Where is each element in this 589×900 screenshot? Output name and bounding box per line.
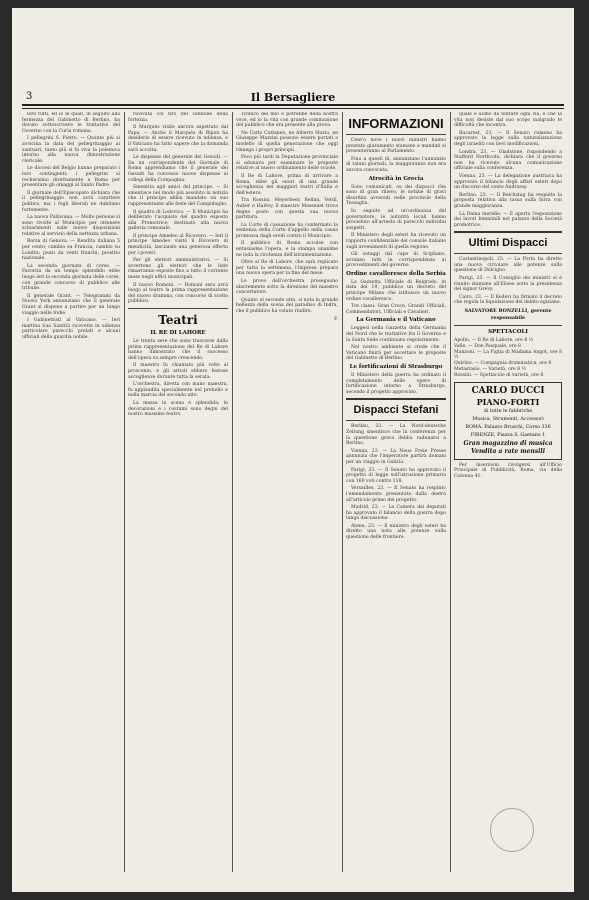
article-paragraph: Il Ministero della guerra ha ordinato il completamento delle opere di fortificazione intorno a Strasburgo, secondo il progetto approvato. xyxy=(346,373,446,395)
dispatch-item: Vienna, 23. — La Neue Freie Presse annunzia che l'imperatore partirà domani per un viaggio in Galizia. xyxy=(346,448,446,465)
article-paragraph: Il Re di Lahore, prima di arrivare a Roma, ebbe gli onori di una grande accoglienza nei maggiori teatri d'Italia e dell'estero. xyxy=(236,173,338,196)
spettacoli-list xyxy=(454,338,562,379)
header-rule-thin xyxy=(22,108,564,109)
article-paragraph: Il nuovo Romeni. — Domani sera avrà luogo al teatro la prima rappresentazione del nuovo dramma, con concorso di scelto pubblico. xyxy=(128,282,228,305)
article-paragraph: La messa in scena è splendida; le decorazioni e i costumi sono degni del nostro massimo teatro. xyxy=(128,400,228,418)
column-4 xyxy=(346,112,446,872)
article-paragraph: La seconda giornata di corse. — Favorita da un tempo splendido ebbe luogo ieri la seconda giornata delle corse, con grande concorso di pubblico alle tribune. xyxy=(22,263,120,292)
dispatch-item: Costantinopoli, 23. — La Porta ha diretto una nuova circolare alle potenze sulla questione di Dulcigno. xyxy=(454,257,562,274)
section-rule xyxy=(346,134,446,135)
dispatch-item: Cairo, 23. — Il Kedevi ha firmato il decreto che regola la liquidazione del debito egiziano. xyxy=(454,294,562,306)
page-number-left: 3 xyxy=(26,91,33,102)
informazioni-heading: INFORMAZIONI xyxy=(348,116,444,131)
newspaper-page xyxy=(12,8,574,892)
column-3 xyxy=(236,112,338,872)
ad-line: Musica, Strumenti, Accessori xyxy=(472,416,544,422)
article-paragraph: La nuova Pallavana. — Molte persone si sono rivolte al Municipio per ottenere schiarimenti sulle nuove disposizioni relative al servizio della nettezza urbana. xyxy=(22,215,120,237)
article-paragraph: Fino a questi dì, annunziano l'annunzio di taluni giornali, la maggioranza non era ancora convocata. xyxy=(346,156,446,173)
dispatch-item: Parigi, 23. — Il Senato ha approvato il progetto di legge sull'istruzione primaria con 160 voti contro 118. xyxy=(346,467,446,484)
teatri-heading: Teatri xyxy=(158,313,198,327)
article-paragraph: La Dama meridie. — È aperta l'esposizione dei lavori femminili nel palazzo della Società promotrice. xyxy=(454,211,562,228)
list-item: Valle. — Don Pasquale, ore 8 xyxy=(454,343,521,349)
masthead-title: Il Bersagliere xyxy=(250,91,336,104)
article-paragraph: quale è uomo da tentare ogni via, e che la vita non desiste dal suo scopo malgrado le difficoltà che incontra. xyxy=(454,112,562,129)
article-paragraph: Bucarest, 23. — Il Senato rumeno ha approvato la legge sulla naturalizzazione degli israeliti con lievi modificazioni. xyxy=(454,130,562,147)
article-paragraph: Il quadro di Lodovico. — Il Municipio ha deliberato l'acquisto del quadro esposto alla Promotrice, destinato alla nuova galleria comunale. xyxy=(128,209,228,232)
section-rule xyxy=(346,398,446,400)
article-paragraph: Il maestro fu chiamato più volte al proscenio, e gli artisti ebbero festose accoglienze durante tutta la serata. xyxy=(128,363,228,380)
dispatch-item: Versailles, 23. — Il Senato ha respinto l'emendamento presentato dalla destra all'articolo primo del progetto. xyxy=(346,486,446,503)
article-paragraph: Il Marquès visite ancora aspettato dal Papa. — Anche il Marquès di Ripon ha desiderio di essere ricevuto in udienza, e il Vaticano ha fatto sapere che la domanda sarà accolta. xyxy=(128,125,228,153)
column-divider xyxy=(342,112,343,872)
article-paragraph: Nel nostro ambiente si crede che il Vaticano finirà per accettare le proposte del Gabinetto di Berlino. xyxy=(346,345,446,362)
article-paragraph: Il giornale dell'Episcopato dichiara che il pellegrinaggio non avrà carattere politico, ma i fogli liberali ne dubitano fortemente. xyxy=(22,190,120,213)
dispatch-item: Berlino, 23. — La Nord-deutsche Zeitung smentisce che la conferenza per la questione greca debba radunarsi a Berlino. xyxy=(346,424,446,447)
article-paragraph: Sono comunicati, su dei dispacci che sono di gran rilievo, le notizie di gravi disordini avvenuti nelle provincie della Tessaglia. xyxy=(346,184,446,207)
article-signature: F. xyxy=(334,316,338,322)
article-subheading: Ordine cavalleresco della Serbia xyxy=(346,270,446,277)
article-paragraph: Quanto al secondo atto, si nota la grande bellezza della scena del paradiso di Indra, che il pubblico ha voluto riudire. xyxy=(236,297,338,314)
article-paragraph: Oltre al Re di Lahore, che sarà replicato per tutta la settimana, l'impresa prepara una nuova opera per la fine del mese. xyxy=(236,260,338,277)
article-paragraph: In seguito ad un'ordinanza del governatore, le autorità locali hanno proceduto all'arresto di parecchi individui sospetti. xyxy=(346,208,446,231)
advertisement-box xyxy=(454,382,562,460)
ad-line: FIRENZE, Piazza S. Gaetano 1 xyxy=(470,432,546,438)
header-rule xyxy=(22,104,564,106)
teatri-subheading: IL RE DI LAHORE xyxy=(150,330,206,336)
article-paragraph: Tronico del mio e potrebbe della nostra voce, ed io la vita con grande commozione del pubblico che era presente alla prova. xyxy=(236,112,338,129)
article-paragraph: I pellegrini S. Pietro. — Quanto più si avvicina la data del pellegrinaggio ai santuari, tanto più si fa viva la polemica intorno alla nuova dimostrazione clericale. xyxy=(22,136,120,164)
article-paragraph: Per gli elettori amministrativi. — Si avvertono gli elettori che le liste rimarranno esposte fino a tutto il corrente mese negli uffici municipali. xyxy=(128,258,228,281)
library-stamp xyxy=(490,808,534,852)
article-paragraph: Le prove dell'orchestra proseguono alacremente sotto la direzione del maestro concertatore. xyxy=(236,279,338,296)
column-divider xyxy=(232,112,233,872)
article-paragraph: Il pubblico di Roma accolse con entusiasmo l'opera, e la stampa unanime ne loda la ricchezza dell'istrumentazione. xyxy=(236,241,338,258)
footer-notice: Per inserzioni rivolgersi all'Ufficio Principale di Pubblicità, Roma, via della Colonna 41. xyxy=(454,462,562,479)
article-paragraph: Gli ostaggi dal capo di Sciphano, avranno tutti in corrispondenza ai provvedimenti del governo. xyxy=(346,252,446,269)
section-rule xyxy=(346,420,446,421)
column-5 xyxy=(454,112,562,872)
list-item: Manzoni. — La Figlia di Madama Angot, ore 8 ½ xyxy=(454,349,562,361)
ad-company-name: CARLO DUCCI xyxy=(471,385,545,396)
ad-line: Gran magazzino di musica xyxy=(463,439,553,447)
column-divider xyxy=(450,112,451,872)
article-subheading: Atrocità in Grecia xyxy=(368,175,424,182)
column-divider xyxy=(124,112,125,872)
article-paragraph: Tre classi: Gran Croce, Grandi Ufficiali, Commendatori, Ufficiali e Cavalieri. xyxy=(346,304,446,315)
article-paragraph: La Gazzetta Ufficiale di Belgrado, in data del 19, pubblica un decreto del principe Milano che istituisce un nuovo ordine cavalleresco. xyxy=(346,279,446,302)
dispatch-item: Parigi, 23. — Il Consiglio dei ministri si è riunito stamane all'Eliseo sotto la presidenza del signor Grévy. xyxy=(454,276,562,293)
section-rule xyxy=(454,253,562,254)
article-paragraph: Londra, 23. — Gladstone, rispondendo a Stafford Northcote, dichiara che il governo non ha ricevuto alcuna comunicazione ufficiale sulla conferenza. xyxy=(454,149,562,172)
article-paragraph: Il Ministero degli esteri ha ricevuto un rapporto confidenziale del console italiano sugli avvenimenti di quella regione. xyxy=(346,233,446,250)
article-paragraph: Cent'o nove i nuovi ministri hanno prestato giuramento stamane e mandati si presenteranno al Parlamento. xyxy=(346,138,446,155)
spettacoli-heading: SPETTACOLI xyxy=(488,329,528,336)
dispatch-item: Madrid, 23. — La Camera dei deputati ha approvato il bilancio della guerra dopo lunga discussione. xyxy=(346,505,446,522)
dispatch-item: Atene, 23. — Il ministro degli esteri ha diretto una nota alle potenze sulla questione delle frontiere. xyxy=(346,523,446,541)
article-paragraph: L'orchestra, diretta con mano maestra, fu applaudita specialmente nel preludio e nella marcia del secondo atto. xyxy=(128,382,228,399)
ultimi-dispacci-heading: Ultimi Dispacci xyxy=(468,237,548,250)
dispacci-stefani-heading: Dispacci Stefani xyxy=(353,404,439,417)
article-paragraph: Il principe Amedeo al Ricovero. — Ieri il principe Amedeo visitò il Ricovero di mendicità, lasciando una generosa offerta per i poveri. xyxy=(128,233,228,256)
article-paragraph: Leggesi nella Gazzetta della Germania del Nord che le trattative fra il Governo e la Santa Sede continuano regolarmente. xyxy=(346,326,446,343)
article-paragraph: La Corte di cassazione ha confermato la sentenza della Corte d'appello nella causa promossa dagli eredi contro il Municipio. xyxy=(236,222,338,239)
column-1 xyxy=(22,112,120,872)
article-paragraph: Ne Carlo Cattaneo, ne Alberto Mario, ne Giuseppe Mazzini possono essere portati a modello di quella generazione che oggi rinnega i propri principii. xyxy=(236,130,338,153)
ad-line: Vendita a rate mensili xyxy=(471,447,545,455)
list-item: Rossini. — Spettacolo di varietà, ore 8 xyxy=(454,372,544,378)
ad-product: PIANO-FORTI xyxy=(476,396,540,407)
article-paragraph: Smentita agli amici del principe. — Si smentisce nel modo più assoluto la notizia che il principe abbia mandato un suo rappresentante alle feste del Campidoglio. xyxy=(128,185,228,207)
article-paragraph: Le trenta sere che sono trascorse dalla prima rappresentazione del Re di Lahore hanno dimostrato che il successo dell'opera va sempre crescendo. xyxy=(128,339,228,361)
article-paragraph: Poco più tardi la Deputazione provinciale si adunava per esaminare le proposte relative al nuovo ordinamento delle scuole. xyxy=(236,155,338,172)
article-paragraph: I Gabinettisti al Vaticano. — Ieri mattina Sua Santità ricevette in udienza particolare parecchi prelati e alcuni ufficiali della guardia nobile. xyxy=(22,318,120,340)
ad-line: di tutte le fabbriche xyxy=(483,408,533,414)
article-paragraph: Berlino, 23. — Il Reichstag ha respinto la proposta relativa alla tassa sulla birra con grande maggioranza. xyxy=(454,192,562,209)
section-rule xyxy=(454,231,562,233)
list-item: Quirino. — Compagnia drammatica, ore 8 xyxy=(454,361,552,367)
article-paragraph: Le dispense del generale dei Gesuiti. — Da un corrispondente del Giornale di Roma apprendiamo che il generale dei Gesuiti ha concesso nuove dispense ai collegi della Compagnia. xyxy=(128,155,228,183)
article-paragraph: loro tutti, ed io le quali, in seguito alla fermezza del Gabinetto di Berlino, ha dovuto sottoscrivere le trattative del Governo con la Curia romana. xyxy=(22,112,120,134)
article-subheading: La Germania e il Vaticano xyxy=(356,317,436,324)
article-paragraph: Le diocesi del Belgio hanno preparato i loro contingenti; i pellegrini si recheranno direttamente a Roma per presentare gli omaggi al Santo Padre. xyxy=(22,166,120,189)
section-rule xyxy=(454,325,562,326)
ad-line: ROMA, Palazzo Bruschi, Corso 336 xyxy=(465,424,551,430)
section-rule xyxy=(128,308,228,309)
responsible-manager: SALVATORE BONZELLI, gerente responsabile xyxy=(464,308,552,322)
list-item: Apollo. — Il Re di Lahore, ore 8 ½ xyxy=(454,338,534,344)
article-paragraph: Vienna, 23. — La delegazione austriaca ha approvato il bilancio degli affari esteri dopo un discorso del conte Andrassy. xyxy=(454,173,562,191)
article-paragraph: Borsa di Genova. — Rendita italiana 5 per cento; cambio su Francia; cambio su Londra; pezzi da venti franchi; prestito nazionale. xyxy=(22,239,120,262)
article-paragraph: ricevuta col tiro del cannone della fortezza. xyxy=(128,112,228,123)
list-item: Metastasio. — Varietà, ore 8 ½ xyxy=(454,367,526,373)
article-paragraph: Tra Rossini, Meyerbeer, Bellini, Verdi, Auber e Halévy, il maestro Massenet trova degno posto con questa sua nuova partitura. xyxy=(236,198,338,221)
column-2 xyxy=(128,112,228,872)
article-paragraph: Il generale Grant. — Telegrammi da Nuova York annunziano che il generale Grant si dispone a partire per un lungo viaggio nelle Indie. xyxy=(22,293,120,316)
article-subheading: Le fortificazioni di Strasburgo xyxy=(349,364,443,370)
